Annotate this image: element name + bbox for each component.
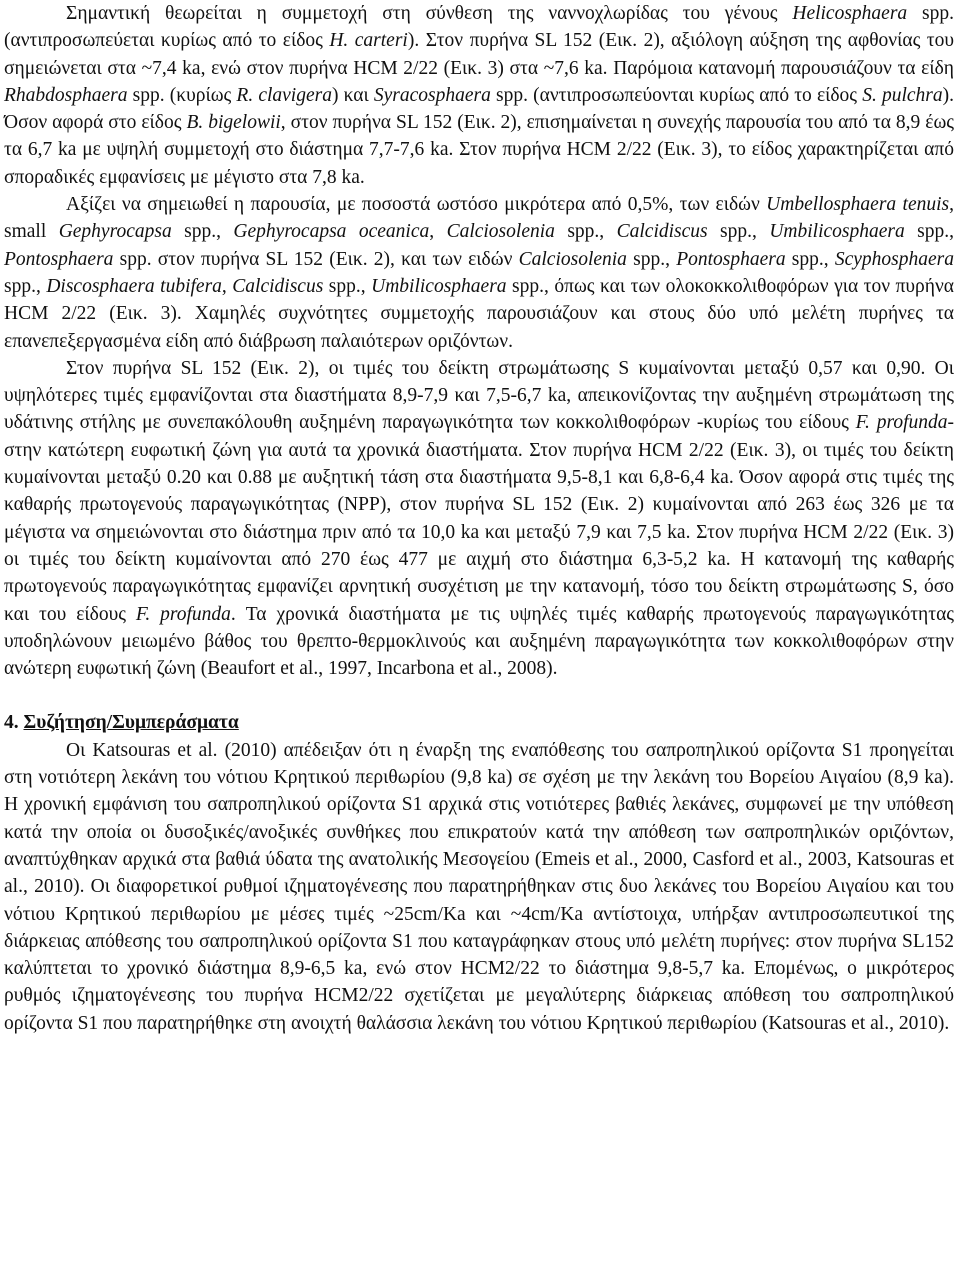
- text-run: spp.,: [4, 275, 47, 297]
- text-run: spp.,: [626, 248, 677, 270]
- text-run: spp.,: [707, 221, 770, 243]
- paragraph: [4, 355, 954, 683]
- section-title: Συζήτηση/Συμπεράσματα: [23, 712, 239, 734]
- text-run: . Τα χρονικά διαστήματα με τις υψηλές τιμές καθαρής πρωτογενούς παραγωγικότητας υποδηλώνουν μειωμένο βάθος του θρεπτο-θερμοκλινούς και αυξημένη παραγωγικότητα των κοκκολιθοφόρων στην ανώτερη ευφωτική ζώνη (Beaufort et al., 1997, Incarbona et al., 2008).: [4, 603, 955, 680]
- italic-term: Scyphosphaera: [834, 248, 955, 270]
- italic-term: R. clavigera: [236, 84, 332, 106]
- italic-term: Helicosphaera: [792, 3, 908, 24]
- text-run: spp.,: [323, 275, 372, 297]
- italic-term: Gephyrocapsa: [58, 221, 172, 243]
- italic-term: Rhabdosphaera: [4, 84, 128, 106]
- paragraph: [4, 737, 954, 1037]
- italic-term: Pontosphaera: [676, 248, 786, 270]
- text-run: spp. στον πυρήνα SL 152 (Εικ. 2), και των ειδών: [113, 248, 519, 270]
- text-run: ,: [429, 221, 447, 243]
- italic-term: F. profunda: [855, 412, 948, 434]
- italic-term: S. pulchra: [862, 84, 943, 106]
- italic-term: Umbilicosphaera: [371, 275, 507, 297]
- text-run: spp., όπως και των ολοκοκκολιθοφόρων για τον πυρήνα HCM 2/22 (Εικ. 3). Χαμηλές συχνότητες συμμετοχής παρουσιάζουν και στους δύο υπό μελέτη πυρήνες τα επανεπεξεργασμένα είδη από διάβρωση παλαιότερων οριζόντων.: [4, 275, 955, 352]
- text-run: spp. (κυρίως: [127, 84, 237, 106]
- text-run: spp. (αντιπροσωπεύονται κυρίως από το είδος: [490, 84, 863, 106]
- text-run: spp. (αντιπροσωπεύεται κυρίως από το είδος: [4, 3, 954, 52]
- text-run: spp.,: [171, 221, 234, 243]
- section-number: 4.: [4, 712, 24, 734]
- italic-term: B. bigelowii: [186, 112, 281, 134]
- discussion-text-block: [4, 737, 954, 1037]
- paragraph: [4, 0, 954, 191]
- text-run: , στον πυρήνα SL 152 (Εικ. 2), επισημαίνεται η συνεχής παρουσία του από τα 8,9 έως τα 6,7 ka με υψηλή συμμετοχή στο διάστημα 7,7-7,6 ka. Στον πυρήνα HCM 2/22 (Εικ. 3), το είδος χαρακτηρίζεται από σποραδικές εμφανίσεις με μέγιστο στα 7,8 ka.: [4, 112, 955, 188]
- italic-term: Umbilicosphaera: [769, 221, 905, 243]
- italic-term: Pontosphaera: [4, 248, 114, 270]
- italic-term: Calcidiscus: [616, 221, 708, 243]
- text-run: ) και: [331, 84, 374, 106]
- section-heading: [4, 709, 954, 736]
- text-run: ). Στον πυρήνα SL 152 (Εικ. 2), αξιόλογη αύξηση της αφθονίας του σημειώνεται στα ~7,4 ka, ενώ στον πυρήνα HCM 2/22 (Εικ. 3) στα ~7,6 ka. Παρόμοια κατανομή παρουσιάζουν τα είδη: [4, 30, 955, 79]
- results-text-block: [4, 0, 954, 682]
- text-run: Αξίζει να σημειωθεί η παρουσία, με ποσοστά ωστόσο μικρότερα από 0,5%, των ειδών: [66, 194, 767, 216]
- italic-term: Discosphaera tubifera: [46, 275, 222, 297]
- italic-term: Umbellosphaera tenuis: [766, 194, 950, 216]
- italic-term: Calciosolenia: [518, 248, 627, 270]
- text-run: Οι Katsouras et al. (2010) απέδειξαν ότι η έναρξη της εναπόθεσης του σαπροπηλικού ορίζοντα S1 προηγείται στη νοτιότερη λεκάνη του νότιου Κρητικού περιθωρίου (9,8 ka) σε σχέση με την λεκάνη του Βορείου Αιγαίου (8,9 ka). Η χρονική εμφάνιση του σαπροπηλικού ορίζοντα S1 αρχικά στις νοτιότερες βαθιές λεκάνες, συμφωνεί με την υπόθεση κατά την οποία οι δυσοξικές/ανοξικές συνθήκες που επικρατούν κατά την απόθεση των σαπροπηλικών οριζόντων, αναπτύχθηκαν αρχικά στα βαθιά ύδατα της ανατολικής Μεσογείου (Emeis et al., 2000, Casford et al., 2003, Katsouras et al., 2010). Οι διαφορετικοί ρυθμοί ιζηματογένεσης που παρατηρήθηκαν στις δυο λεκάνες του Βορείου Αιγαίου και του νότιου Κρητικού περιθωρίου με μέσες τιμές ~25cm/Ka και ~4cm/Ka αντίστοιχα, υπήρξαν αντιπροσωπευτικοί της διάρκειας απόθεσης του σαπροπηλικού ορίζοντα S1 που καταγράφηκαν στους υπό μελέτη πυρήνες: στον πυρήνα SL152 καλύπτεται το χρονικό διάστημα 8,9-6,5 ka, ενώ στον HCM2/22 το διάστημα 9,8-5,7 ka. Επομένως, ο μικρότερος ρυθμός ιζηματογένεσης του πυρήνα HCM2/22 σχετίζεται με μεγαλύτερης διάρκειας απόθεση του σαπροπηλικού ορίζοντα S1 που παρατηρήθηκε στη ανοιχτή θαλάσσια λεκάνη του νότιου Κρητικού περιθωρίου (Katsouras et al., 2010).: [4, 739, 954, 1034]
- text-run: spp.,: [554, 221, 617, 243]
- text-run: spp.,: [904, 221, 955, 243]
- text-run: - στην κατώτερη ευφωτική ζώνη για αυτά τα χρονικά διαστήματα. Στον πυρήνα HCM 2/22 (Εικ. 3), οι τιμές του δείκτη κυμαίνονται μεταξύ 0.20 και 0.88 με αυξητική τάση στα διαστήματα 9,5-8,1 και 6,8-6,4 ka. Όσον αφορά στις τιμές της καθαρής πρωτογενούς παραγωγικότητας (NPP), στον πυρήνα SL 152 (Εικ. 2) κυμαίνονται από 263 έως 326 με τα μέγιστα να σημειώνονται στο διάστημα πριν από τα 10,0 ka και μεταξύ 7,9 και 7,5 ka. Στον πυρήνα HCM 2/22 (Εικ. 3) οι τιμές του δείκτη κυμαίνονται από 270 έως 477 με αιχμή στο διάστημα 6,3-5,2 ka. Η κατανομή της καθαρής πρωτογενούς παραγωγικότητας εμφανίζει αρνητική συσχέτιση με την κατανομή, τόσο του δείκτη στρωμάτωσης S, όσο και του είδους: [4, 412, 954, 625]
- italic-term: Calcidiscus: [232, 275, 324, 297]
- text-run: Σημαντική θεωρείται η συμμετοχή στη σύνθεση της ναννοχλωρίδας του γένους: [66, 3, 793, 24]
- paragraph: [4, 191, 954, 355]
- text-run: Στον πυρήνα SL 152 (Εικ. 2), οι τιμές του δείκτη στρωμάτωσης S κυμαίνονται μεταξύ 0,57 και 0,90. Οι υψηλότερες τιμές εμφανίζονται στα διαστήματα 8,9-7,9 και 7,5-6,7 ka, απεικονίζοντας την αυξημένη στρωμάτωση της υδάτινης στήλης με συνεπακόλουθη αυξημένη παραγωγικότητα των κοκκολιθοφόρων -κυρίως του είδους: [4, 357, 954, 434]
- italic-term: Calciosolenia: [446, 221, 555, 243]
- text-run: ). Όσον αφορά στο είδος: [4, 84, 954, 134]
- text-run: ,: [221, 275, 233, 297]
- text-run: , small: [4, 194, 954, 243]
- italic-term: Gephyrocapsa oceanica: [233, 221, 430, 243]
- italic-term: F. profunda: [135, 603, 231, 625]
- italic-term: Syracosphaera: [373, 84, 491, 106]
- italic-term: H. carteri: [329, 30, 408, 52]
- text-run: spp.,: [785, 248, 835, 270]
